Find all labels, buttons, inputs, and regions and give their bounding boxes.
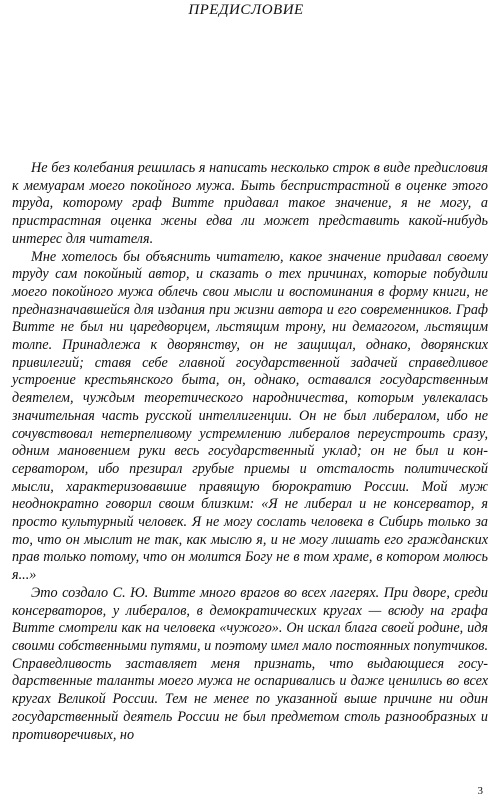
preface-body xyxy=(12,160,488,744)
paragraph-2: Мне хотелось бы объяснить читателю, какое значение придавал своему труду сам покойный автор, и сказать о тех причинах, которые побудили моего покойного мужа облечь свои мысли и воспоминания в форму книги, не предназначавшейся для издания при жизни автора и его современников. Граф Витте не был ни царедворцем, льстящим трону, ни демагогом, льстящим толпе. Принадлежа к дворянству, он не защищал, однако, дворянских привилегий; ставя себе главной государственной задачей справедливое устроение крестьянского быта, он, однако, оставался государственным деятелем, чуждым теоретического народничества, которым увлекалась значительная часть русской интеллигенции. Он не был либералом, ибо не сочувствовал нетерпеливому устремлению либералов переустроить сразу, одним мановением руки весь государственный уклад; он не был и консерватором, ибо презирал грубые приемы и отсталость политической мысли, характеризовавшие правящую бюрократию России. Мой муж неоднократно говорил своим близким: «Я не либерал и не консерватор, я просто культурный человек. Я не могу сослать человека в Сибирь только за то, что он мыслит не так, как мыслю я, и не могу лишать его гражданских прав только потому, что он молится Богу не в том храме, в котором молюсь я...» xyxy=(12,248,488,584)
paragraph-3: Это создало С. Ю. Витте много врагов во всех лагерях. При дворе, среди консерваторов, у либералов, в демократических кругах — всюду на графа Витте смотрели как на человека «чужого». Он искал блага своей родине, идя своими собственными путями, и поэтому имел мало постоянных попутчиков. Справедливость заставляет меня признать, что выдающиеся государственные таланты моего мужа не оспаривались и даже ценились во всех кругах Великой России. Тем не менее по указанной выше причине ни один государственный деятель России не был предметом столь разнообразных и противоречивых, но xyxy=(12,584,488,743)
page-number: 3 xyxy=(477,785,483,797)
page-title: ПРЕДИСЛОВИЕ xyxy=(188,2,304,18)
paragraph-1: Не без колебания решилась я написать несколько строк в виде предисловия к мемуарам моего покойного мужа. Быть беспристрастной в оценке этого труда, которому граф Витте придавал такое значение, я не могу, а пристрастная оценка жены едва ли может представить какой-нибудь интерес для читателя. xyxy=(12,160,488,247)
